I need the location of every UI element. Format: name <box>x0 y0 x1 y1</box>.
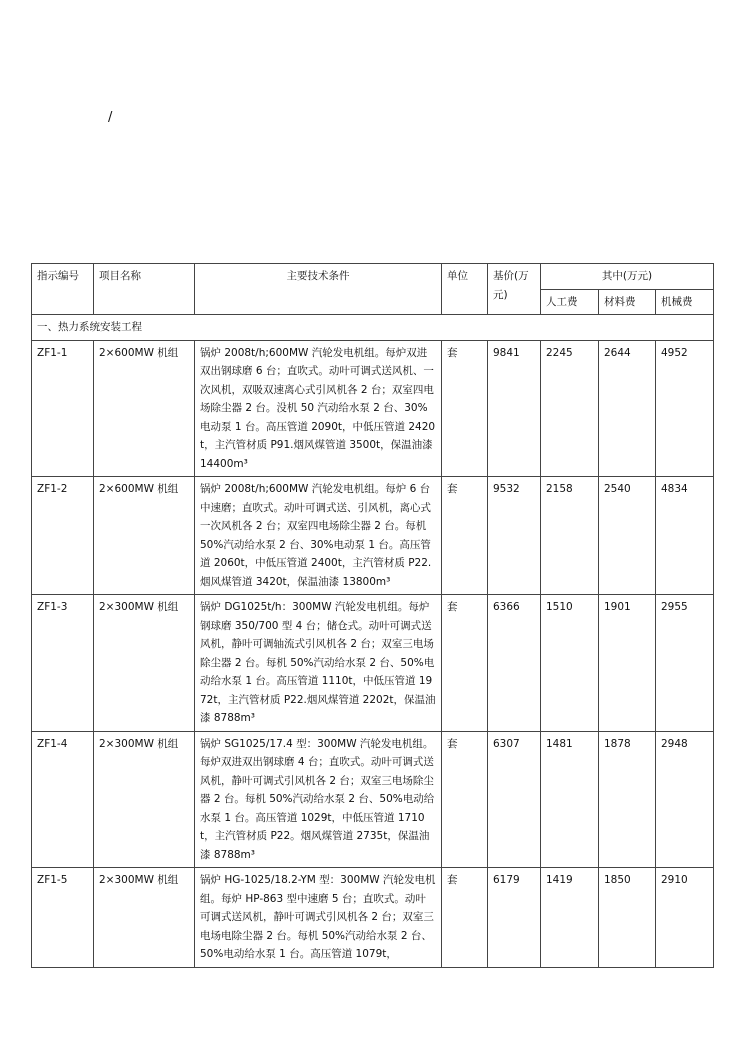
header-code: 指示编号 <box>32 264 94 315</box>
row-machine: 4834 <box>656 477 714 595</box>
section-row <box>32 315 714 341</box>
row-machine: 2910 <box>656 868 714 968</box>
table-row <box>32 340 714 477</box>
row-labor: 1510 <box>541 595 599 732</box>
table-row <box>32 868 714 968</box>
header-base-price: 基价(万元) <box>488 264 541 315</box>
row-labor: 1481 <box>541 731 599 868</box>
row-machine: 4952 <box>656 340 714 477</box>
row-name: 2×300MW 机组 <box>94 731 195 868</box>
row-labor: 2158 <box>541 477 599 595</box>
row-unit: 套 <box>442 595 488 732</box>
section-title: 一、热力系统安装工程 <box>32 315 714 341</box>
header-machine: 机械费 <box>656 289 714 315</box>
row-unit: 套 <box>442 477 488 595</box>
row-conditions: 锅炉 2008t/h;600MW 汽轮发电机组。每炉双进双出钢球磨 6 台；直吹式。动叶可调式送风机、一次风机，双吸双速离心式引风机各 2 台；双室四电场除尘器 2 台。没机 50 汽动给水泵 2 台、30%电动泵 1 台。高压管道 2090t，中低压管道 2420t，主汽管材质 P91.烟风煤管道 3500t，保温油漆 14400m³ <box>195 340 442 477</box>
row-conditions: 锅炉 DG1025t/h：300MW 汽轮发电机组。每炉钢球磨 350/700 型 4 台；储仓式。动叶可调式送风机，静叶可调轴流式引风机各 2 台；双室三电场除尘器 2 台。每机 50%汽动给水泵 2 台、50%电动给水泵 1 台。高压管道 1110t，中低压管道 1972t，主汽管材质 P22.烟风煤管道 2202t，保温油漆 8788m³ <box>195 595 442 732</box>
row-code: ZF1-5 <box>32 868 94 968</box>
row-material: 1901 <box>599 595 656 732</box>
row-name: 2×600MW 机组 <box>94 340 195 477</box>
row-code: ZF1-1 <box>32 340 94 477</box>
row-material: 2644 <box>599 340 656 477</box>
row-unit: 套 <box>442 731 488 868</box>
row-name: 2×600MW 机组 <box>94 477 195 595</box>
page-mark: / <box>108 110 113 125</box>
row-material: 1850 <box>599 868 656 968</box>
row-machine: 2955 <box>656 595 714 732</box>
row-unit: 套 <box>442 340 488 477</box>
header-material: 材料费 <box>599 289 656 315</box>
row-name: 2×300MW 机组 <box>94 868 195 968</box>
row-machine: 2948 <box>656 731 714 868</box>
row-unit: 套 <box>442 868 488 968</box>
row-base-price: 6307 <box>488 731 541 868</box>
header-row-1 <box>32 264 714 290</box>
row-material: 1878 <box>599 731 656 868</box>
header-unit: 单位 <box>442 264 488 315</box>
row-conditions: 锅炉 HG-1025/18.2-YM 型：300MW 汽轮发电机组。每炉 HP-863 型中速磨 5 台；直吹式。动叶可调式送风机，静叶可调式引风机各 2 台；双室三电场电除尘器 2 台。每机 50%汽动给水泵 2 台、50%电动给水泵 1 台。高压管道 1079t， <box>195 868 442 968</box>
row-conditions: 锅炉 2008t/h;600MW 汽轮发电机组。每炉 6 台中速磨；直吹式。动叶可调式送、引风机，离心式一次风机各 2 台；双室四电场除尘器 2 台。每机 50%汽动给水泵 2 台、30%电动泵 1 台。高压管道 2060t，中低压管道 2400t，主汽管材质 P22.烟风煤管道 3420t，保温油漆 13800m³ <box>195 477 442 595</box>
header-conditions: 主要技术条件 <box>195 264 442 315</box>
row-conditions: 锅炉 SG1025/17.4 型：300MW 汽轮发电机组。每炉双进双出钢球磨 4 台；直吹式。动叶可调式送风机，静叶可调式引风机各 2 台；双室三电场除尘器 2 台。每机 50%汽动给水泵 2 台、50%电动给水泵 1 台。高压管道 1029t，中低压管道 1710t，主汽管材质 P22。烟风煤管道 2735t，保温油漆 8788m³ <box>195 731 442 868</box>
row-code: ZF1-3 <box>32 595 94 732</box>
header-of-which: 其中(万元) <box>541 264 714 290</box>
header-name: 项目名称 <box>94 264 195 315</box>
table-row <box>32 595 714 732</box>
quota-table <box>31 263 714 968</box>
row-code: ZF1-2 <box>32 477 94 595</box>
row-labor: 1419 <box>541 868 599 968</box>
row-name: 2×300MW 机组 <box>94 595 195 732</box>
table-row <box>32 477 714 595</box>
table-row <box>32 731 714 868</box>
row-labor: 2245 <box>541 340 599 477</box>
row-material: 2540 <box>599 477 656 595</box>
row-base-price: 9532 <box>488 477 541 595</box>
row-code: ZF1-4 <box>32 731 94 868</box>
row-base-price: 9841 <box>488 340 541 477</box>
row-base-price: 6179 <box>488 868 541 968</box>
header-labor: 人工费 <box>541 289 599 315</box>
row-base-price: 6366 <box>488 595 541 732</box>
